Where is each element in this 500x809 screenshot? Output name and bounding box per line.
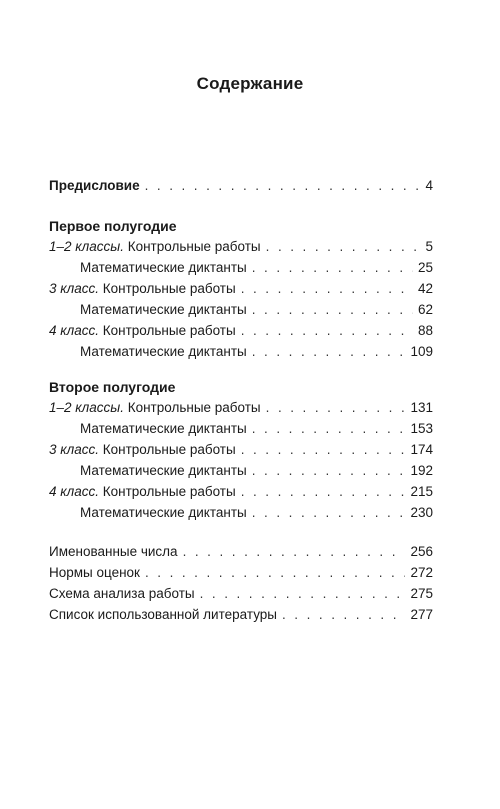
toc-entry-preface[interactable] [49, 176, 433, 196]
dot-leader [200, 584, 406, 604]
toc-entry-label [49, 482, 236, 502]
toc-entry-appendix[interactable] [49, 563, 433, 583]
grade-label: 1–2 классы. [49, 239, 124, 254]
section-heading-first-half: Первое полугодие [49, 218, 177, 234]
toc-page-number: 5 [425, 239, 433, 254]
dot-leader [252, 258, 413, 278]
entry-title: Контрольные работы [102, 281, 236, 296]
toc-page-number: 42 [417, 281, 433, 296]
entry-title: Контрольные работы [102, 323, 236, 338]
toc-page-number: 25 [417, 260, 433, 275]
toc-page-number: 4 [425, 178, 433, 193]
toc-entry[interactable] [80, 342, 433, 362]
dot-leader [266, 237, 421, 257]
dot-leader [252, 419, 406, 439]
dot-leader [241, 440, 406, 460]
dot-leader [266, 398, 406, 418]
toc-page-number: 192 [410, 463, 433, 478]
entry-title: Контрольные работы [102, 484, 236, 499]
toc-page-number: 256 [410, 544, 433, 559]
dot-leader [252, 503, 406, 523]
toc-page-number: 275 [410, 586, 433, 601]
toc-entry[interactable] [49, 398, 433, 418]
page-title: Содержание [196, 74, 304, 93]
toc-entry[interactable] [49, 482, 433, 502]
dot-leader [145, 176, 421, 196]
entry-title: Нормы оценок [49, 565, 140, 580]
dot-leader [282, 605, 405, 625]
grade-label: 3 класс. [49, 281, 100, 296]
toc-page-number: 109 [410, 344, 433, 359]
dot-leader [252, 342, 406, 362]
toc-entry-appendix[interactable] [49, 605, 433, 625]
toc-entry-label: Предисловие [49, 178, 140, 193]
dot-leader [145, 563, 406, 583]
entry-title: Список использованной литературы [49, 607, 277, 622]
toc-page-number: 277 [410, 607, 433, 622]
toc-entry-label [49, 440, 236, 460]
toc-entry[interactable] [49, 321, 433, 341]
toc-entry[interactable] [80, 503, 433, 523]
grade-label: 1–2 классы. [49, 400, 124, 415]
entry-title: Контрольные работы [127, 239, 261, 254]
entry-title: Математические диктанты [80, 463, 247, 478]
toc-page-number: 174 [410, 442, 433, 457]
dot-leader [252, 300, 413, 320]
toc-entry-label [49, 398, 261, 418]
dot-leader [241, 279, 413, 299]
dot-leader [252, 461, 406, 481]
toc-entry-label [49, 279, 236, 299]
entry-title: Схема анализа работы [49, 586, 195, 601]
toc-page-number: 131 [410, 400, 433, 415]
entry-title: Именованные числа [49, 544, 178, 559]
grade-label: 4 класс. [49, 323, 100, 338]
toc-entry[interactable] [49, 237, 433, 257]
entry-title: Математические диктанты [80, 421, 247, 436]
toc-page-number: 62 [417, 302, 433, 317]
entry-title: Математические диктанты [80, 344, 247, 359]
dot-leader [241, 321, 413, 341]
grade-label: 3 класс. [49, 442, 100, 457]
entry-title: Математические диктанты [80, 505, 247, 520]
dot-leader [241, 482, 406, 502]
toc-page-number: 272 [410, 565, 433, 580]
entry-title: Математические диктанты [80, 260, 247, 275]
toc-entry-label [49, 237, 261, 257]
entry-title: Контрольные работы [102, 442, 236, 457]
toc-entry[interactable] [80, 419, 433, 439]
entry-title: Контрольные работы [127, 400, 261, 415]
toc-entry[interactable] [49, 440, 433, 460]
toc-entry[interactable] [80, 300, 433, 320]
toc-page-number: 230 [410, 505, 433, 520]
toc-page-number: 88 [417, 323, 433, 338]
toc-entry[interactable] [80, 461, 433, 481]
toc-entry-label [49, 321, 236, 341]
toc-entry[interactable] [49, 279, 433, 299]
section-heading-second-half: Второе полугодие [49, 379, 176, 395]
toc-entry-appendix[interactable] [49, 584, 433, 604]
dot-leader [183, 542, 406, 562]
toc-page-number: 215 [410, 484, 433, 499]
toc-page-number: 153 [410, 421, 433, 436]
toc-entry-appendix[interactable] [49, 542, 433, 562]
entry-title: Математические диктанты [80, 302, 247, 317]
toc-entry[interactable] [80, 258, 433, 278]
grade-label: 4 класс. [49, 484, 100, 499]
